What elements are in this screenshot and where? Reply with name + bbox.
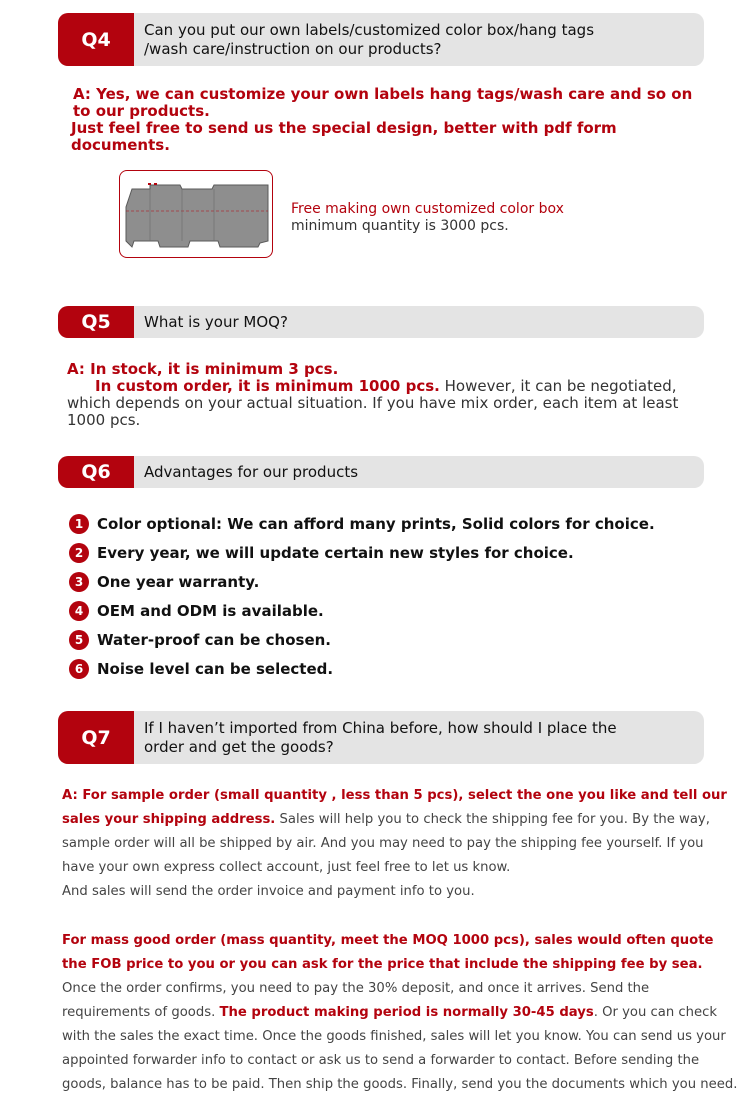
advantage-text: Water-proof can be chosen. bbox=[97, 631, 331, 649]
q7-question-line2: order and get the goods? bbox=[144, 737, 334, 756]
q5-answer bbox=[67, 361, 717, 429]
advantage-text: Color optional: We can afford many prints, Solid colors for choice. bbox=[97, 515, 655, 533]
advantage-text: One year warranty. bbox=[97, 573, 260, 591]
q4-answer-line1: A: Yes, we can customize your own labels hang tags/wash care and so on to our products. bbox=[73, 85, 693, 120]
q7-paragraph-mass bbox=[62, 929, 738, 1097]
q7-mass-text2: . Or you can check with the sales the exact time. Once the goods finished, sales will let you know. You can send us your appointed forwarder info to contact or ask us to send a forwarder to contact. Before sending the goods, balance has to be paid. Then ship the goods. Finally, send you the documents which you need. bbox=[62, 1005, 738, 1092]
advantage-text: Every year, we will update certain new styles for choice. bbox=[97, 544, 574, 562]
q7-question bbox=[144, 711, 688, 764]
q6-question: Advantages for our products bbox=[144, 462, 359, 481]
q4-answer bbox=[73, 86, 713, 154]
advantage-number-badge: 3 bbox=[69, 572, 89, 592]
color-box-dieline-icon bbox=[120, 171, 272, 257]
q7-mass-text: Once the order confirms, you need to pay the 30% deposit, and once it arrives. Send the requirements of goods. bbox=[62, 981, 650, 1020]
q6-tag: Q6 bbox=[58, 456, 134, 488]
q5-tag: Q5 bbox=[58, 306, 134, 338]
q7-sample-text: Sales will help you to check the shipping fee for you. By the way, sample order will all be shipped by air. And you may need to pay the shipping fee yourself. If you have your own express collect account, just feel free to let us know. bbox=[62, 812, 710, 875]
q7-tag: Q7 bbox=[58, 711, 134, 764]
q6-header-bar bbox=[58, 456, 704, 488]
q4-question-line1: Can you put our own labels/customized color box/hang tags bbox=[144, 20, 595, 39]
advantage-number-badge: 6 bbox=[69, 659, 89, 679]
color-box-image bbox=[119, 170, 273, 258]
color-box-caption-title: Free making own customized color box bbox=[291, 201, 564, 217]
advantage-item bbox=[69, 658, 709, 680]
q5-answer-custom: In custom order, it is minimum 1000 pcs. bbox=[95, 377, 440, 395]
q5-answer-rest: However, it can be negotiated, which depends on your actual situation. If you have mix order, each item at least 1000 pcs. bbox=[67, 377, 679, 429]
advantage-text: OEM and ODM is available. bbox=[97, 602, 324, 620]
q4-header-bar bbox=[58, 13, 704, 66]
q7-sample-bold: A: For sample order (small quantity , less than 5 pcs), select the one you like and tell our sales your shipping address. bbox=[62, 788, 727, 827]
color-box-caption-text: minimum quantity is 3000 pcs. bbox=[291, 218, 509, 234]
advantage-number-badge: 2 bbox=[69, 543, 89, 563]
advantage-item bbox=[69, 513, 709, 535]
advantage-text: Noise level can be selected. bbox=[97, 660, 334, 678]
advantage-item bbox=[69, 571, 709, 593]
q4-tag: Q4 bbox=[58, 13, 134, 66]
q4-question bbox=[144, 13, 688, 66]
q4-answer-line2: Just feel free to send us the special design, better with pdf form documents. bbox=[71, 119, 617, 154]
q7-answer bbox=[62, 784, 738, 1097]
q7-mass-bold: For mass good order (mass quantity, meet the MOQ 1000 pcs), sales would often quote the FOB price to you or you can ask for the price that include the shipping fee by sea. bbox=[62, 933, 714, 972]
advantage-number-badge: 4 bbox=[69, 601, 89, 621]
paragraph-gap bbox=[62, 904, 738, 929]
advantage-item bbox=[69, 600, 709, 622]
q7-question-line1: If I haven’t imported from China before, how should I place the bbox=[144, 718, 617, 737]
q7-paragraph-sample bbox=[62, 784, 738, 880]
q7-paragraph-invoice: And sales will send the order invoice and payment info to you. bbox=[62, 884, 475, 899]
q7-header-bar bbox=[58, 711, 704, 764]
q5-header-bar bbox=[58, 306, 704, 338]
advantage-number-badge: 5 bbox=[69, 630, 89, 650]
q4-question-line2: /wash care/instruction on our products? bbox=[144, 39, 442, 58]
q5-answer-line1: A: In stock, it is minimum 3 pcs. bbox=[67, 360, 339, 378]
q5-question: What is your MOQ? bbox=[144, 312, 288, 331]
advantage-item bbox=[69, 542, 709, 564]
advantage-item bbox=[69, 629, 709, 651]
q7-period-bold: The product making period is normally 30-45 days bbox=[219, 1005, 594, 1020]
advantage-number-badge: 1 bbox=[69, 514, 89, 534]
